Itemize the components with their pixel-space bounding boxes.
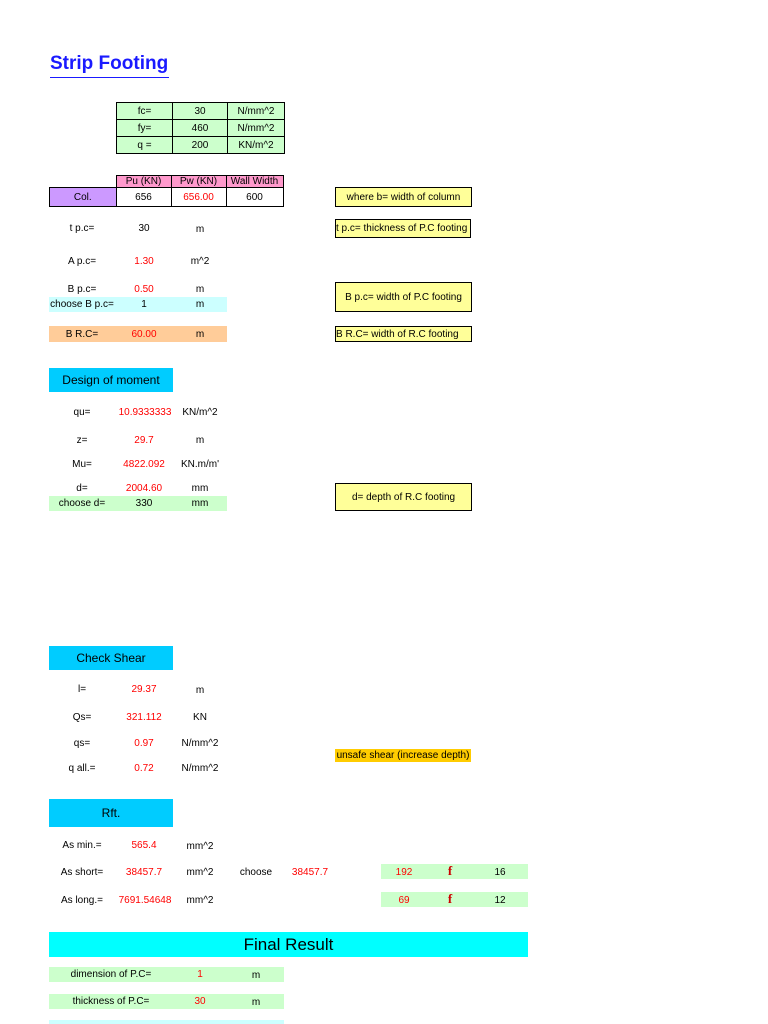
z-value: 29.7 bbox=[134, 435, 154, 446]
tpc-value[interactable]: 30 bbox=[138, 223, 150, 234]
short-phi-symbol: f bbox=[447, 863, 453, 878]
final-dim-value: 1 bbox=[197, 969, 203, 980]
header-pu: Pu (KN) bbox=[116, 176, 171, 188]
aslong-unit: mm^2 bbox=[186, 895, 214, 906]
section-rft: Rft. bbox=[49, 799, 173, 827]
asshort-label: As short= bbox=[60, 867, 104, 878]
choose-bpc-unit: m bbox=[195, 299, 205, 310]
asshort-unit: mm^2 bbox=[186, 867, 214, 878]
l-label: l= bbox=[77, 684, 87, 695]
col-row-label: Col. bbox=[50, 188, 117, 207]
mu-unit: KN.m/m' bbox=[180, 459, 220, 470]
short-bar-diameter: 16 bbox=[494, 867, 506, 878]
Qs-label: Qs= bbox=[72, 712, 92, 723]
choose-d-label: choose d= bbox=[58, 498, 106, 509]
input-value-fc[interactable]: 30 bbox=[173, 103, 228, 120]
section-check-shear: Check Shear bbox=[49, 646, 173, 670]
z-unit: m bbox=[195, 435, 205, 446]
bpc-label: B p.c= bbox=[67, 284, 97, 295]
long-bars-count: 69 bbox=[398, 895, 410, 906]
d-value: 2004.60 bbox=[125, 483, 163, 494]
tpc-label: t p.c= bbox=[69, 223, 95, 234]
apc-label: A p.c= bbox=[67, 256, 97, 267]
qs-value: 0.97 bbox=[134, 738, 154, 749]
choose-as-value: 38457.7 bbox=[291, 867, 329, 878]
asmin-unit: mm^2 bbox=[186, 841, 214, 852]
note-d: d= depth of R.C footing bbox=[335, 483, 472, 511]
choose-d-value[interactable]: 330 bbox=[135, 498, 153, 509]
table-row bbox=[117, 137, 285, 154]
page-title: Strip Footing bbox=[50, 53, 169, 78]
col-wall-width-value[interactable]: 600 bbox=[226, 188, 283, 207]
section-final-result: Final Result bbox=[49, 932, 528, 957]
d-label: d= bbox=[76, 483, 88, 494]
long-bar-diameter: 12 bbox=[494, 895, 506, 906]
input-unit-fc: N/mm^2 bbox=[228, 103, 285, 120]
column-table bbox=[49, 175, 284, 207]
note-tpc: t p.c= thickness of P.C footing bbox=[335, 219, 471, 238]
long-phi-symbol: f bbox=[447, 891, 453, 906]
brc-label: B R.C= bbox=[65, 329, 99, 340]
input-label-fc: fc= bbox=[117, 103, 173, 120]
input-unit-fy: N/mm^2 bbox=[228, 120, 285, 137]
qu-unit: KN/m^2 bbox=[182, 407, 218, 418]
input-label-q: q = bbox=[117, 137, 173, 154]
inputs-table bbox=[116, 102, 285, 154]
final-thk-value: 30 bbox=[194, 996, 206, 1007]
note-bpc: B p.c= width of P.C footing bbox=[335, 282, 472, 312]
d-unit: mm bbox=[191, 483, 209, 494]
header-pw: Pw (KN) bbox=[171, 176, 226, 188]
mu-value: 4822.092 bbox=[123, 459, 165, 470]
final-thk-unit: m bbox=[251, 997, 261, 1008]
asshort-value: 38457.7 bbox=[125, 867, 163, 878]
col-pu-value[interactable]: 656 bbox=[116, 188, 171, 207]
input-value-q[interactable]: 200 bbox=[173, 137, 228, 154]
Qs-value: 321.112 bbox=[126, 712, 162, 723]
qall-unit: N/mm^2 bbox=[181, 763, 219, 774]
choose-as-label: choose bbox=[239, 867, 273, 878]
asmin-label: As min.= bbox=[62, 840, 102, 851]
header-wall-width: Wall Width bbox=[226, 176, 283, 188]
apc-unit: m^2 bbox=[190, 256, 210, 267]
col-pw-value: 656.00 bbox=[171, 188, 226, 207]
qs-unit: N/mm^2 bbox=[181, 738, 219, 749]
choose-d-unit: mm bbox=[191, 498, 209, 509]
final-dim-unit: m bbox=[251, 970, 261, 981]
qall-value: 0.72 bbox=[134, 763, 154, 774]
final-dim-label: dimension of P.C= bbox=[70, 969, 152, 980]
final-thk-label: thickness of P.C= bbox=[72, 996, 150, 1007]
l-value: 29.37 bbox=[131, 684, 157, 695]
note-brc: B R.C= width of R.C footing bbox=[335, 326, 472, 342]
choose-bpc-label: choose B p.c= bbox=[50, 299, 114, 310]
choose-bpc-value[interactable]: 1 bbox=[141, 299, 147, 310]
aslong-label: As long.= bbox=[61, 895, 103, 906]
aslong-value: 7691.54648 bbox=[118, 895, 172, 906]
bpc-value: 0.50 bbox=[134, 284, 154, 295]
qall-label: q all.= bbox=[68, 763, 96, 774]
tpc-unit: m bbox=[195, 224, 205, 235]
final-next-row bbox=[49, 1020, 284, 1024]
input-value-fy[interactable]: 460 bbox=[173, 120, 228, 137]
input-label-fy: fy= bbox=[117, 120, 173, 137]
mu-label: Mu= bbox=[72, 459, 92, 470]
input-unit-q: KN/m^2 bbox=[228, 137, 285, 154]
brc-unit: m bbox=[195, 329, 205, 340]
note-b: where b= width of column bbox=[335, 187, 472, 207]
section-design-of-moment: Design of moment bbox=[49, 368, 173, 392]
short-bars-count: 192 bbox=[395, 867, 413, 878]
z-label: z= bbox=[76, 435, 88, 446]
brc-value: 60.00 bbox=[131, 329, 157, 340]
qu-value: 10.9333333 bbox=[118, 407, 172, 418]
table-row bbox=[117, 120, 285, 137]
shear-status-badge: unsafe shear (increase depth) bbox=[336, 750, 470, 761]
l-unit: m bbox=[195, 685, 205, 696]
Qs-unit: KN bbox=[193, 712, 207, 723]
qu-label: qu= bbox=[73, 407, 91, 418]
table-row bbox=[50, 176, 284, 188]
asmin-value: 565.4 bbox=[131, 840, 157, 851]
qs-label: qs= bbox=[73, 738, 91, 749]
bpc-unit: m bbox=[195, 284, 205, 295]
apc-value: 1.30 bbox=[134, 256, 154, 267]
table-row bbox=[50, 188, 284, 207]
table-row bbox=[117, 103, 285, 120]
